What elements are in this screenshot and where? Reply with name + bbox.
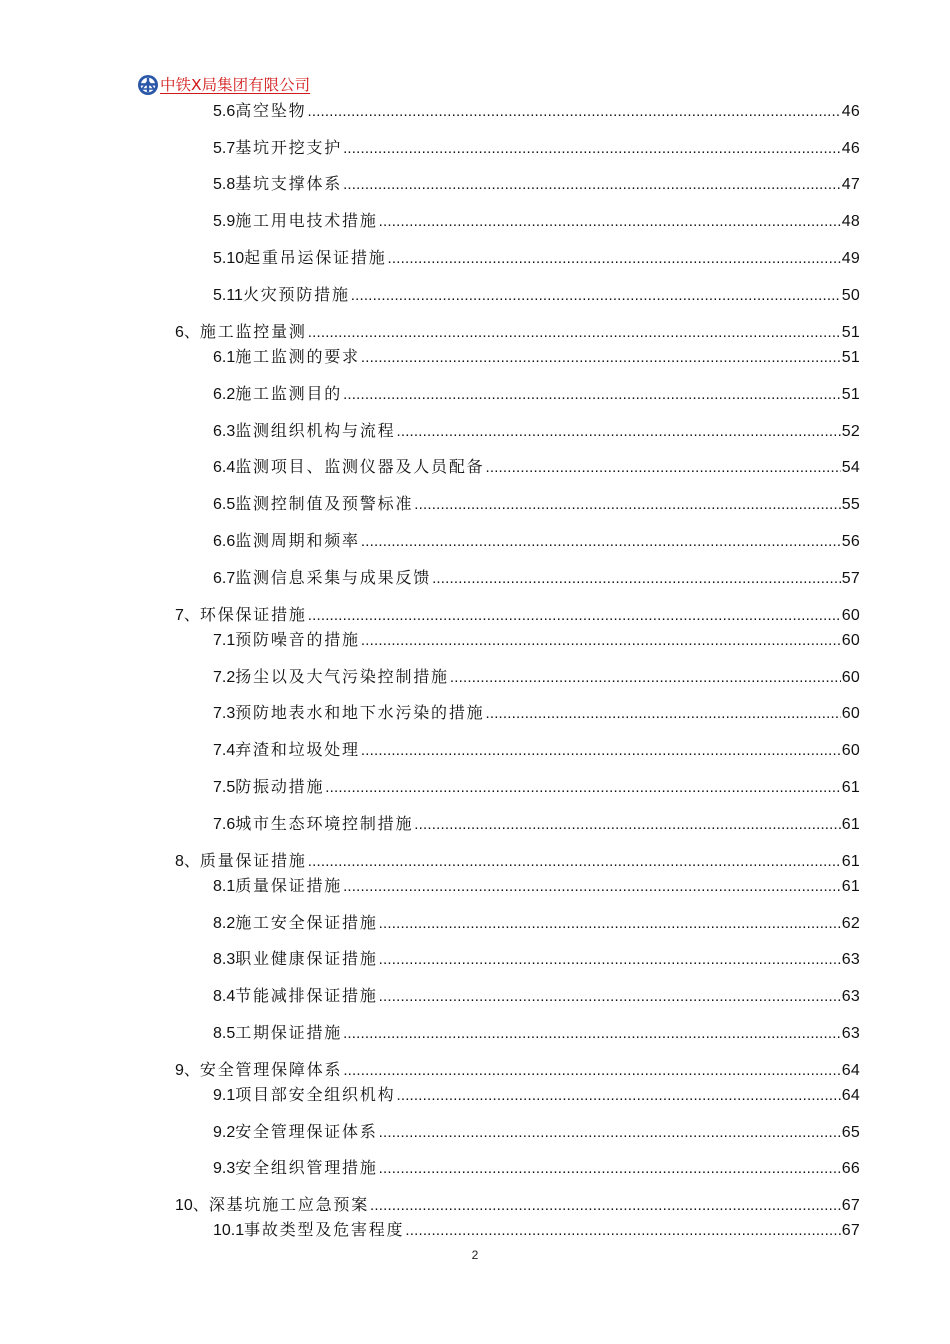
toc-entry[interactable] (213, 1219, 860, 1241)
toc-entry-title: 职业健康保证措施 (235, 949, 378, 968)
toc-dot-leader (414, 494, 841, 516)
toc-entry-page: 63 (841, 951, 860, 968)
toc-entry-number: 7.4 (213, 742, 236, 759)
toc-entry-title: 深基坑施工应急预案 (208, 1195, 370, 1214)
toc-entry-title: 监测控制值及预警标准 (235, 494, 414, 513)
toc-entry-page: 65 (841, 1124, 860, 1141)
toc-entry-number: 5.10 (213, 250, 245, 267)
toc-entry[interactable] (213, 383, 860, 405)
toc-entry-title: 质量保证措施 (235, 876, 343, 895)
toc-entry-page: 63 (841, 988, 860, 1005)
toc-dot-leader (379, 949, 841, 971)
toc-entry-title: 弃渣和垃圾处理 (235, 740, 360, 759)
toc-dot-leader (343, 1023, 841, 1045)
toc-entry-title: 预防噪音的措施 (235, 630, 360, 649)
toc-dot-leader (379, 1158, 841, 1180)
toc-entry-page: 60 (841, 632, 860, 649)
toc-entry-page: 61 (841, 779, 860, 796)
toc-entry-title: 监测项目、监测仪器及人员配备 (235, 457, 485, 476)
toc-entry-number: 6、 (175, 324, 200, 341)
toc-entry-label (213, 985, 378, 1008)
toc-entry-title: 扬尘以及大气污染控制措施 (235, 667, 449, 686)
toc-entry-number: 7.2 (213, 669, 236, 686)
toc-entry-label (213, 210, 378, 233)
toc-entry-page: 46 (841, 103, 860, 120)
toc-entry-number: 10.1 (213, 1222, 245, 1239)
toc-dot-leader (308, 851, 841, 873)
toc-dot-leader (307, 101, 840, 123)
toc-dot-leader (379, 986, 841, 1008)
toc-dot-leader (308, 322, 841, 344)
toc-entry-title: 城市生态环境控制措施 (235, 814, 414, 833)
toc-entry-number: 8.1 (213, 878, 236, 895)
toc-dot-leader (361, 531, 841, 553)
toc-entry-number: 5.6 (213, 103, 236, 120)
toc-entry-label (213, 739, 360, 762)
toc-entry-number: 7.3 (213, 705, 236, 722)
toc-entry[interactable] (175, 321, 860, 343)
toc-entry-label (213, 1084, 395, 1107)
toc-entry-number: 6.3 (213, 423, 236, 440)
toc-dot-leader (396, 421, 840, 443)
toc-entry-page: 62 (841, 915, 860, 932)
toc-entry-title: 工期保证措施 (235, 1023, 343, 1042)
toc-entry[interactable] (175, 1059, 860, 1081)
toc-entry-number: 8.5 (213, 1025, 236, 1042)
toc-entry-label (213, 912, 378, 935)
toc-entry[interactable] (213, 875, 860, 897)
toc-dot-leader (396, 1085, 840, 1107)
toc-entry[interactable] (175, 604, 860, 626)
toc-entry-label (213, 813, 413, 836)
toc-entry-page: 57 (841, 570, 860, 587)
toc-entry-page: 64 (841, 1062, 860, 1079)
toc-entry-number: 9.3 (213, 1160, 236, 1177)
toc-dot-leader (414, 814, 841, 836)
toc-entry-number: 9.1 (213, 1087, 236, 1104)
toc-dot-leader (405, 1220, 840, 1242)
toc-entry-page: 61 (841, 853, 860, 870)
toc-entry-title: 基坑支撑体系 (235, 174, 343, 193)
toc-entry-title: 施工安全保证措施 (235, 913, 378, 932)
toc-dot-leader (361, 740, 841, 762)
toc-entry-number: 8、 (175, 853, 200, 870)
toc-entry-page: 52 (841, 423, 860, 440)
toc-entry[interactable] (213, 173, 860, 195)
toc-dot-leader (450, 667, 841, 689)
toc-dot-leader (325, 777, 841, 799)
toc-entry-page: 67 (841, 1222, 860, 1239)
toc-entry[interactable] (213, 776, 860, 798)
toc-entry-label (213, 1022, 342, 1045)
toc-entry-title: 基坑开挖支护 (235, 138, 343, 157)
company-name: 中铁Ⅹ局集团有限公司 (160, 76, 311, 94)
toc-entry-page: 60 (841, 705, 860, 722)
toc-entry-label (213, 137, 342, 160)
toc-entry-title: 环保保证措施 (199, 605, 307, 624)
toc-entry-label (213, 629, 360, 652)
toc-entry-page: 48 (841, 213, 860, 230)
toc-dot-leader (379, 913, 841, 935)
toc-entry[interactable] (213, 1022, 860, 1044)
toc-entry-page: 64 (841, 1087, 860, 1104)
toc-entry-page: 54 (841, 459, 860, 476)
toc-entry-label (213, 1157, 378, 1180)
toc-dot-leader (343, 1060, 840, 1082)
toc-entry-number: 6.4 (213, 459, 236, 476)
toc-entry-label (213, 1219, 404, 1242)
toc-entry[interactable] (213, 948, 860, 970)
toc-entry-page: 47 (841, 176, 860, 193)
toc-dot-leader (343, 174, 841, 196)
toc-entry-label (175, 1059, 342, 1082)
toc-entry[interactable] (213, 137, 860, 159)
toc-entry-title: 安全管理保障体系 (199, 1060, 343, 1079)
toc-dot-leader (485, 703, 840, 725)
toc-entry-label (213, 493, 413, 516)
toc-entry[interactable] (213, 567, 860, 589)
toc-entry-number: 8.3 (213, 951, 236, 968)
toc-entry-title: 项目部安全组织机构 (235, 1085, 396, 1104)
toc-entry[interactable] (213, 666, 860, 688)
toc-dot-leader (343, 876, 841, 898)
toc-dot-leader (370, 1195, 841, 1217)
toc-entry-title: 施工监测目的 (235, 384, 343, 403)
toc-entry-title: 监测组织机构与流程 (235, 421, 396, 440)
rail-company-logo-icon (137, 74, 159, 96)
toc-entry[interactable] (213, 1121, 860, 1143)
toc-entry-label (175, 1194, 369, 1217)
toc-entry[interactable] (213, 247, 860, 269)
toc-entry-label (213, 173, 342, 196)
toc-entry-label (213, 284, 350, 307)
toc-entry-title: 施工监控量测 (199, 322, 307, 341)
toc-entry-number: 8.4 (213, 988, 236, 1005)
toc-entry-page: 49 (841, 250, 860, 267)
toc-entry-number: 9、 (175, 1062, 200, 1079)
toc-entry-number: 9.2 (213, 1124, 236, 1141)
toc-dot-leader (308, 605, 841, 627)
toc-entry-label (213, 875, 342, 898)
toc-entry-label (175, 850, 307, 873)
toc-dot-leader (361, 630, 841, 652)
toc-entry-label (213, 100, 306, 123)
toc-entry[interactable] (213, 100, 860, 122)
toc-entry[interactable] (213, 912, 860, 934)
toc-entry-page: 55 (841, 496, 860, 513)
toc-entry-number: 6.7 (213, 570, 236, 587)
toc-entry-page: 66 (841, 1160, 860, 1177)
toc-entry-title: 起重吊运保证措施 (244, 248, 387, 267)
toc-entry-label (213, 383, 342, 406)
toc-entry-label (213, 666, 449, 689)
toc-dot-leader (351, 285, 841, 307)
toc-dot-leader (388, 248, 841, 270)
toc-entry-label (213, 1121, 378, 1144)
toc-entry-title: 监测信息采集与成果反馈 (235, 568, 432, 587)
toc-entry-number: 7.6 (213, 816, 236, 833)
toc-entry-page: 60 (841, 669, 860, 686)
toc-entry-title: 施工监测的要求 (235, 347, 360, 366)
toc-entry-label (213, 247, 387, 270)
toc-entry-label (175, 321, 307, 344)
toc-dot-leader (485, 457, 840, 479)
toc-entry[interactable] (213, 346, 860, 368)
toc-entry-number: 6.2 (213, 386, 236, 403)
toc-entry[interactable] (213, 1157, 860, 1179)
toc-entry-label (213, 456, 484, 479)
toc-entry-number: 10、 (175, 1197, 209, 1214)
toc-entry[interactable] (213, 629, 860, 651)
toc-entry-title: 施工用电技术措施 (235, 211, 378, 230)
toc-entry[interactable] (213, 210, 860, 232)
toc-entry-page: 51 (841, 324, 860, 341)
toc-entry-title: 高空坠物 (235, 101, 307, 120)
toc-entry-page: 60 (841, 607, 860, 624)
toc-entry[interactable] (213, 420, 860, 442)
toc-entry-page: 50 (841, 287, 860, 304)
toc-entry-page: 63 (841, 1025, 860, 1042)
toc-entry[interactable] (213, 1084, 860, 1106)
toc-entry-number: 7.1 (213, 632, 236, 649)
toc-entry-number: 5.11 (213, 287, 243, 304)
toc-dot-leader (432, 568, 841, 590)
toc-entry-number: 7、 (175, 607, 200, 624)
toc-entry-title: 安全组织管理措施 (235, 1158, 378, 1177)
toc-entry-number: 6.5 (213, 496, 236, 513)
toc-entry-number: 5.8 (213, 176, 236, 193)
toc-entry-title: 质量保证措施 (199, 851, 307, 870)
toc-entry-label (213, 530, 360, 553)
toc-entry-title: 火灾预防措施 (242, 285, 350, 304)
toc-entry-label (213, 567, 431, 590)
toc-entry-title: 监测周期和频率 (235, 531, 360, 550)
toc-entry-page: 61 (841, 878, 860, 895)
toc-entry[interactable] (213, 493, 860, 515)
toc-entry[interactable] (213, 702, 860, 724)
toc-entry-title: 防振动措施 (235, 777, 325, 796)
toc-entry[interactable] (213, 284, 860, 306)
toc-entry-number: 6.6 (213, 533, 236, 550)
toc-dot-leader (361, 347, 841, 369)
toc-entry-page: 60 (841, 742, 860, 759)
toc-entry-label (213, 702, 484, 725)
toc-entry-number: 5.9 (213, 213, 236, 230)
toc-entry[interactable] (213, 530, 860, 552)
toc-dot-leader (343, 384, 841, 406)
toc-entry[interactable] (213, 456, 860, 478)
page-header (137, 72, 310, 98)
toc-entry-title: 安全管理保证体系 (235, 1122, 378, 1141)
toc-entry-page: 46 (841, 140, 860, 157)
toc-entry[interactable] (213, 813, 860, 835)
toc-entry[interactable] (213, 985, 860, 1007)
toc-entry-number: 8.2 (213, 915, 236, 932)
toc-entry-number: 7.5 (213, 779, 236, 796)
toc-entry-label (213, 776, 324, 799)
toc-entry-page: 61 (841, 816, 860, 833)
toc-entry-label (213, 948, 378, 971)
toc-entry-page: 56 (841, 533, 860, 550)
toc-entry-number: 5.7 (213, 140, 236, 157)
toc-entry-number: 6.1 (213, 349, 236, 366)
toc-entry[interactable] (175, 1194, 860, 1216)
toc-dot-leader (343, 138, 841, 160)
toc-entry-label (175, 604, 307, 627)
toc-entry-page: 51 (841, 386, 860, 403)
toc-dot-leader (379, 1122, 841, 1144)
page-number: 2 (471, 1248, 479, 1262)
toc-entry-page: 51 (841, 349, 860, 366)
toc-dot-leader (379, 211, 841, 233)
toc-entry-label (213, 420, 395, 443)
toc-entry-label (213, 346, 360, 369)
toc-entry[interactable] (213, 739, 860, 761)
toc-entry-title: 预防地表水和地下水污染的措施 (235, 703, 485, 722)
toc-entry-page: 67 (841, 1197, 860, 1214)
toc-entry-title: 事故类型及危害程度 (244, 1220, 405, 1239)
toc-entry[interactable] (175, 850, 860, 872)
toc-entry-title: 节能减排保证措施 (235, 986, 378, 1005)
